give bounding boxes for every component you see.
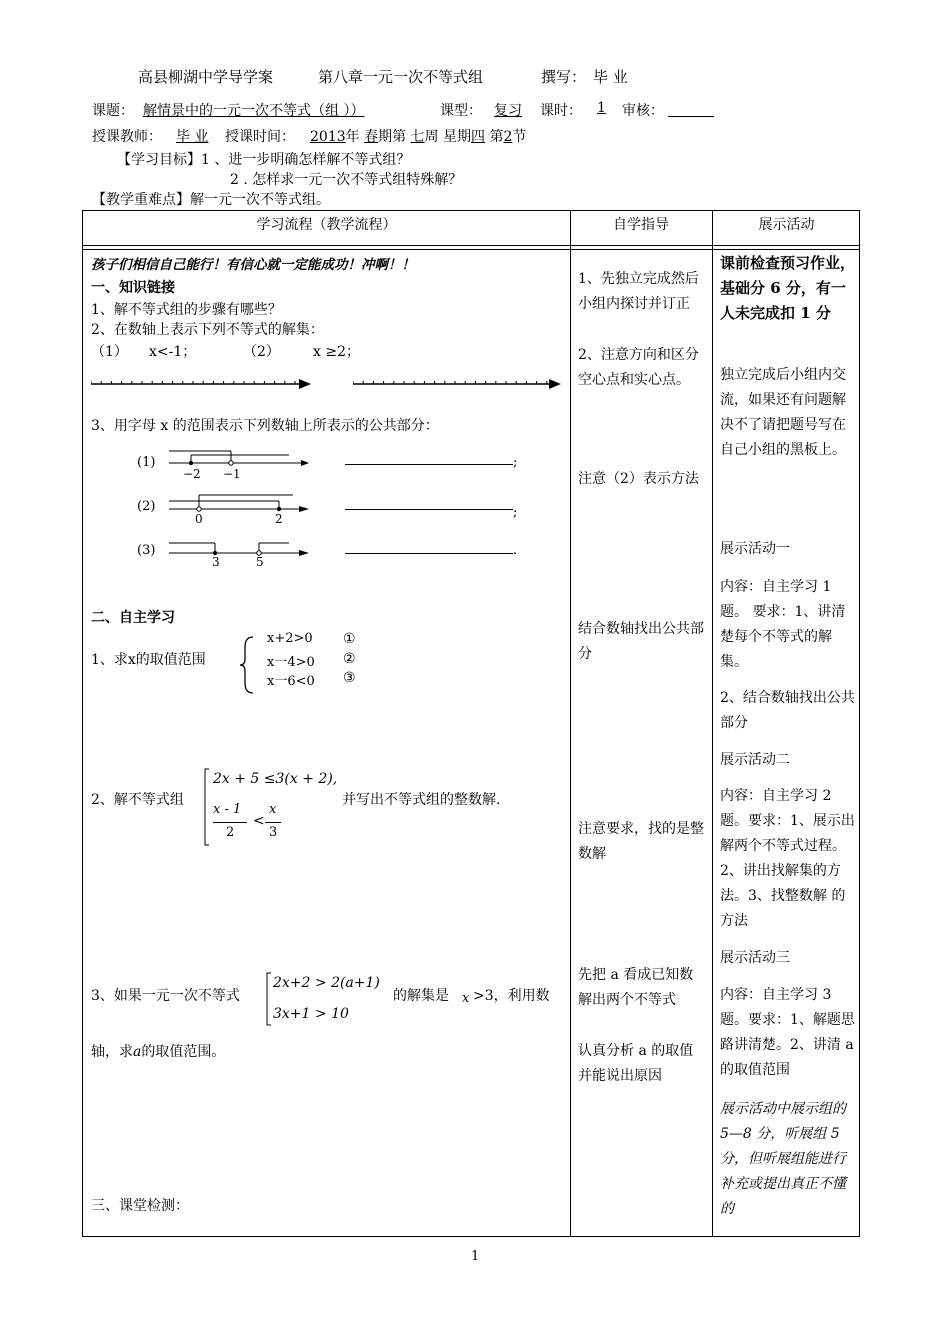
- goals-line1: [117, 149, 410, 169]
- s2-frac2-num: x: [269, 802, 277, 817]
- s3-ineq-2: 3x+1 > 10: [273, 1006, 349, 1022]
- focus-line: [92, 189, 330, 209]
- s2-frac1-num: x - 1: [213, 802, 242, 817]
- s3-a: a: [133, 1044, 142, 1060]
- author-label: 撰写：: [541, 68, 587, 86]
- review-label: 审核：: [622, 103, 664, 119]
- guide-2: 2、注意方向和区分空心点和实心点。: [578, 347, 699, 388]
- slogan: 孩子们相信自己能行！有信心就一定能成功！冲啊！！: [91, 257, 415, 273]
- nl3-answer-line[interactable]: [345, 553, 513, 554]
- week: 七: [410, 129, 425, 145]
- q2b-label: （2）: [243, 344, 280, 360]
- activity-3-title: 展示活动三: [720, 950, 790, 966]
- hours-label: 课时：: [540, 103, 582, 119]
- nl3-period: .: [513, 543, 518, 558]
- s3-line-b: [91, 1041, 225, 1061]
- nl2-label: (2): [137, 499, 156, 514]
- s3-line-b-pre: 轴，求: [91, 1044, 133, 1060]
- show-1: 课前检查预习作业，基础分 6 分，有一人未完成扣 1 分: [720, 254, 856, 322]
- nl3-tick-b: 5: [256, 555, 264, 569]
- s2-frac2-bar: [265, 822, 281, 823]
- author-name: 毕 业: [593, 68, 628, 86]
- q2a-expr: x<-1；: [149, 344, 197, 360]
- s1-ineq-3: x一6<0: [267, 674, 315, 689]
- school-name: 高县柳湖中学导学案: [138, 68, 274, 86]
- nl1-answer-line[interactable]: [345, 464, 513, 465]
- s2-prefix: 2、解不等式组: [91, 792, 184, 808]
- s2-brace: [201, 767, 211, 847]
- s3-x: x: [462, 991, 470, 1006]
- header-divider: [83, 245, 859, 246]
- s1-brace: [239, 635, 255, 695]
- s1-prefix: 1、求x的取值范围: [91, 652, 206, 668]
- topic-label: 课题：: [92, 103, 134, 119]
- s1-ineq-2: x一4>0: [267, 655, 315, 670]
- activity-1-content: 内容：自主学习 1 题。 要求：1、讲清楚每个不等式的解集。: [720, 579, 846, 670]
- focus-label: 【教学重难点】: [92, 192, 190, 208]
- nl3-tick-a: 3: [212, 555, 220, 569]
- nl1-label: (1): [137, 455, 156, 470]
- time-label: 授课时间：: [225, 129, 295, 145]
- header-divider-2: [83, 249, 859, 250]
- type-label: 课型：: [440, 103, 482, 119]
- header-show: 展示活动: [758, 217, 815, 233]
- nl1-tick-b: −1: [223, 467, 241, 481]
- week-suffix: 周 星期: [424, 129, 471, 145]
- guide-5: 注意要求，找的是整数解: [578, 821, 704, 862]
- q2b-expr: x ≥2；: [313, 344, 360, 360]
- s3-ineq-1: 2x+2 > 2(a+1): [273, 975, 380, 991]
- year-suffix: 年: [345, 129, 360, 145]
- col-divider-1: [570, 211, 571, 1236]
- s2-lt: <: [253, 813, 265, 829]
- teacher-value: 毕 业: [176, 129, 209, 145]
- year: 2013: [310, 129, 346, 145]
- nl2-tick-b: 2: [275, 512, 283, 526]
- section-prefix: 第: [489, 129, 504, 145]
- teacher-label: 授课教师：: [92, 129, 162, 145]
- header-flow: 学习流程（教学流程）: [256, 217, 397, 233]
- chapter-title: 第八章一元一次不等式组: [318, 68, 484, 86]
- number-line-figure-3: [169, 537, 309, 565]
- weekday: 四: [471, 129, 485, 145]
- nl2-semicolon: ;: [513, 505, 518, 520]
- hours-value: 1: [597, 100, 606, 116]
- s1-mark-1: ①: [343, 631, 356, 647]
- nl1-tick-a: −2: [183, 467, 201, 481]
- goal-2: 2 . 怎样求一元一次不等式组特殊解？: [230, 172, 463, 188]
- s3-brace: [263, 971, 273, 1027]
- s1-mark-2: ②: [343, 651, 356, 667]
- header-guide: 自学指导: [613, 217, 669, 233]
- question-3: 3、用字母 x 的范围表示下列数轴上所表示的公共部分：: [91, 418, 439, 434]
- number-line-figure-2: [169, 491, 309, 525]
- section: 2: [503, 129, 513, 145]
- section-suffix: 节: [512, 129, 527, 145]
- guide-7: 认真分析 a 的取值并能说出原因: [578, 1043, 694, 1084]
- nl1-semicolon: ;: [513, 455, 518, 470]
- goals-label: 【学习目标】: [117, 152, 201, 168]
- guide-4: 结合数轴找出公共部分: [578, 621, 704, 662]
- focus-text: 解一元一次不等式组。: [190, 192, 330, 208]
- lesson-table: [82, 210, 860, 1237]
- s3-rest: >3，利用数: [473, 988, 550, 1004]
- s2-suffix: 并写出不等式组的整数解.: [342, 792, 501, 808]
- activity-2-title: 展示活动二: [720, 752, 790, 768]
- page-number: 1: [471, 1249, 480, 1264]
- s1-ineq-1: x+2>0: [267, 631, 313, 646]
- question-2: 2、在数轴上表示下列不等式的解集：: [91, 322, 324, 338]
- time-value: [310, 126, 526, 146]
- activity-1-title: 展示活动一: [720, 541, 790, 557]
- show-2: 独立完成后小组内交流，如果还有问题解决不了请把题号写在自己小组的黑板上。: [720, 367, 846, 458]
- s2-frac2-den: 3: [269, 825, 278, 840]
- col-divider-2: [712, 211, 713, 1236]
- s3-line-b-post: 的取值范围。: [141, 1044, 226, 1060]
- s2-frac1-den: 2: [226, 825, 235, 840]
- s1-mark-3: ③: [343, 670, 356, 686]
- s3-mid: 的解集是: [393, 988, 449, 1004]
- guide-1: 1、先独立完成然后小组内探讨并订正: [578, 271, 699, 312]
- q2a-label: （1）: [91, 344, 128, 360]
- type-value: 复习: [494, 103, 522, 119]
- nl2-tick-a: 0: [195, 512, 203, 526]
- topic-value: 解情景中的一元一次不等式（组 ））: [143, 103, 365, 119]
- s2-ineq-1: 2x + 5 ≤3(x + 2),: [213, 771, 338, 787]
- section3-title: 三、课堂检测：: [91, 1198, 189, 1214]
- goal-1: 1 、进一步明确怎样解不等式组？: [201, 152, 411, 168]
- number-line-blank-1[interactable]: [91, 377, 311, 391]
- period-text: 期第: [378, 129, 407, 145]
- s2-frac1-bar: [213, 822, 247, 823]
- review-blank: [668, 116, 714, 117]
- activity-3-content: 内容：自主学习 3 题。要求：1、解题思路讲清楚。2、讲清 a 的取值范围: [720, 987, 855, 1078]
- question-1: 1、解不等式组的步骤有哪些？: [91, 302, 282, 318]
- activity-2-content: 内容：自主学习 2 题。要求：1、展示出解两个不等式过程。2、讲出找解集的方法。3、找整数解 的方法: [720, 788, 855, 929]
- section1-title: 一、知识链接: [91, 280, 175, 296]
- season: 春: [364, 129, 379, 145]
- guide-3: 注意（2）表示方法: [578, 471, 699, 487]
- s3-prefix: 3、如果一元一次不等式: [91, 988, 240, 1004]
- activity-1-extra: 2、结合数轴找出公共部分: [720, 690, 855, 731]
- number-line-blank-2[interactable]: [353, 377, 563, 391]
- guide-6: 先把 a 看成已知数解出两个不等式: [578, 967, 694, 1008]
- nl3-label: (3): [137, 543, 156, 558]
- activity-note: 展示活动中展示组的 5—8 分，听展组 5 分，但听展组能进行补充或提出真正不懂的: [720, 1101, 846, 1217]
- section2-title: 二、自主学习: [91, 610, 175, 626]
- nl2-answer-line[interactable]: [345, 509, 513, 510]
